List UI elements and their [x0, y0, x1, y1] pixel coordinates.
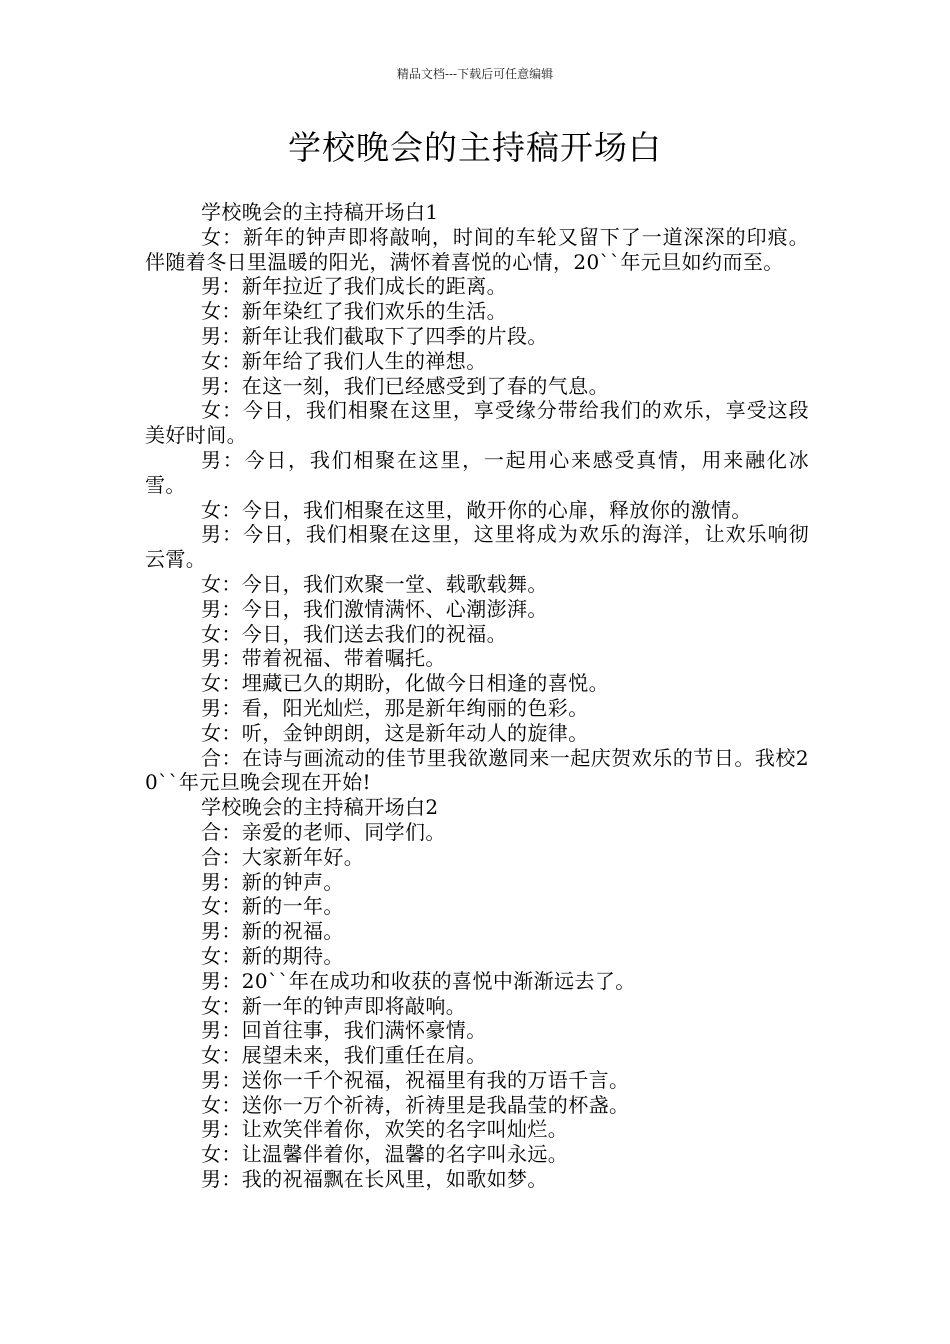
paragraph: 合：大家新年好。	[201, 844, 365, 869]
paragraph: 女：展望未来，我们重任在肩。	[201, 1043, 487, 1068]
paragraph: 女：埋藏已久的期盼，化做今日相逢的喜悦。	[201, 671, 609, 696]
paragraph: 女：新的一年。	[201, 894, 344, 919]
paragraph: 学校晚会的主持稿开场白2	[201, 795, 439, 820]
paragraph: 女：今日，我们送去我们的祝福。	[201, 621, 507, 646]
paragraph: 女：今日，我们相聚在这里，敞开你的心扉，释放你的激情。	[201, 497, 752, 522]
paragraph: 女：听，金钟朗朗，这是新年动人的旋律。	[201, 720, 589, 745]
paragraph: 男：今日，我们激情满怀、心潮澎湃。	[201, 596, 548, 621]
paragraph: 男：看，阳光灿烂，那是新年绚丽的色彩。	[201, 695, 589, 720]
paragraph: 女：今日，我们欢聚一堂、载歌载舞。	[201, 571, 548, 596]
paragraph: 男：今日，我们相聚在这里，这里将成为欢乐的海洋，让欢乐响彻云霄。	[145, 522, 809, 572]
paragraph: 男：新的钟声。	[201, 869, 344, 894]
paragraph: 女：新年给了我们人生的禅想。	[201, 348, 487, 373]
paragraph: 男：送你一千个祝福，祝福里有我的万语千言。	[201, 1067, 630, 1092]
paragraph: 女：让温馨伴着你，温馨的名字叫永远。	[201, 1142, 569, 1167]
paragraph: 女：送你一万个祈祷，祈祷里是我晶莹的杯盏。	[201, 1092, 630, 1117]
page-header: 精品文档---下载后可任意编辑	[396, 67, 554, 81]
document-body	[145, 200, 809, 1192]
paragraph: 男：今日，我们相聚在这里，一起用心来感受真情，用来融化冰雪。	[145, 447, 809, 497]
paragraph: 女：今日，我们相聚在这里，享受缘分带给我们的欢乐，享受这段美好时间。	[145, 398, 809, 448]
paragraph: 男：新年让我们截取下了四季的片段。	[201, 323, 548, 348]
paragraph: 学校晚会的主持稿开场白1	[201, 200, 439, 224]
paragraph: 合：亲爱的老师、同学们。	[201, 819, 446, 844]
paragraph: 男：带着祝福、带着嘱托。	[201, 646, 446, 671]
paragraph: 男：我的祝福飘在长风里，如歌如梦。	[201, 1167, 548, 1192]
paragraph: 女：新一年的钟声即将敲响。	[201, 993, 467, 1018]
paragraph: 男：在这一刻，我们已经感受到了春的气息。	[201, 373, 609, 398]
document-title: 学校晚会的主持稿开场白	[288, 128, 662, 167]
paragraph: 男：回首往事，我们满怀豪情。	[201, 1018, 487, 1043]
paragraph: 男：让欢笑伴着你，欢笑的名字叫灿烂。	[201, 1117, 569, 1142]
paragraph: 合：在诗与画流动的佳节里我欲邀同来一起庆贺欢乐的节日。我校20``年元旦晚会现在开始!	[145, 745, 809, 795]
paragraph: 女：新年的钟声即将敲响，时间的车轮又留下了一道深深的印痕。伴随着冬日里温暖的阳光，满怀着喜悦的心情，20``年元旦如约而至。	[145, 224, 809, 274]
paragraph: 女：新的期待。	[201, 943, 344, 968]
paragraph: 女：新年染红了我们欢乐的生活。	[201, 299, 507, 324]
paragraph: 男：新年拉近了我们成长的距离。	[201, 274, 507, 299]
paragraph: 男：新的祝福。	[201, 919, 344, 944]
paragraph: 男：20``年在成功和收获的喜悦中渐渐远去了。	[201, 968, 636, 993]
